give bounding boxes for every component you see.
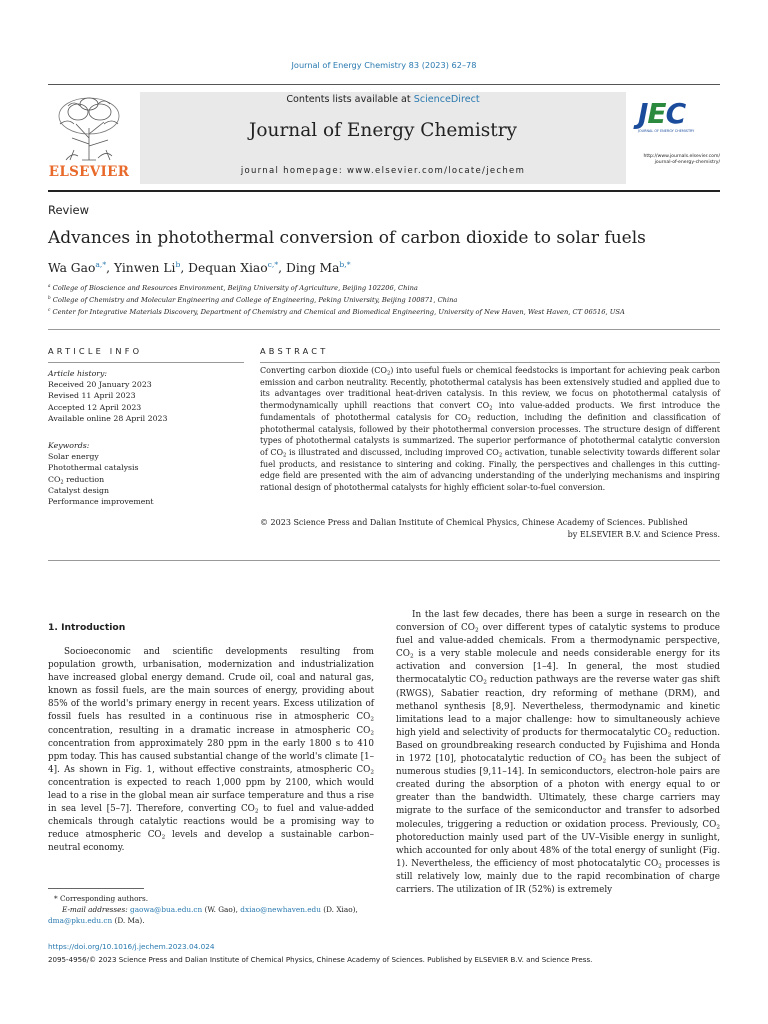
author-affiliation-mark[interactable]: a,* [95, 260, 107, 269]
author-affiliation-mark[interactable]: b [175, 260, 181, 269]
keyword: Catalyst design [48, 485, 110, 495]
doi-link[interactable]: https://doi.org/10.1016/j.jechem.2023.04.024 [48, 942, 215, 951]
affiliation [48, 307, 625, 316]
keyword: Photothermal catalysis [48, 463, 139, 473]
footnote-rule [48, 888, 144, 889]
article-type: Review [48, 203, 90, 217]
issn-copyright-line: 2095-4956/© 2023 Science Press and Dalian Institute of Chemical Physics, Chinese Academy of Sciences. Published by ELSEVIER B.V. and Science Press. [48, 955, 593, 964]
keywords-label: Keywords: [48, 441, 90, 450]
abstract-text: Converting carbon dioxide $(CO_2)$ into useful fuels or chemical feedstocks is important for achieving peak carbon emission and carbon neutrality. Recently, photothermal catalysis has been extensively studied and applied due to its advantages over traditional heat-driven catalysis. In this review, we focus on photothermal catalysis of thermodynamically uphill reactions that convert $CO_2$ into value-added products. We first introduce the fundamentals of photothermal catalysis for $CO_2$ reduction, including the definition and classification of photothermal catalysis, followed by their photothermal conversion processes. The structure design of different types of photothermal catalysts is summarized. The superior performance of photothermal catalytic conversion of $CO_2$ is illustrated and discussed, including improved $CO_2$ activation, tunable selectivity towards different solar fuel products, and resistance to sintering and coking. Finally, the perspectives and challenges in this cutting-edge field are presented with the aim of advancing understanding of the underlying mechanisms and inspiring rational design of photothermal catalysts for highly efficient solar-to-fuel conversion. [260, 366, 721, 493]
email-owner: (D. Xiao), [323, 905, 358, 914]
left-column [48, 646, 374, 856]
affiliation-text: College of Chemistry and Molecular Engineering and College of Engineering, Peking University, Beijing 100871, China [52, 296, 458, 305]
copyright-line-2: by ELSEVIER B.V. and Science Press. [567, 529, 720, 539]
elsevier-logo[interactable]: ELSEVIER [48, 164, 130, 180]
history-received: Received 20 January 2023 [48, 380, 152, 390]
history-accepted: Accepted 12 April 2023 [48, 402, 142, 412]
jec-logo-text: JEC [638, 97, 686, 130]
contents-prefix: Contents lists available at [286, 94, 414, 105]
keyword: Solar energy [48, 452, 99, 462]
abstract-heading: ABSTRACT [260, 346, 329, 356]
keyword: Performance improvement [48, 497, 154, 507]
email-link[interactable]: dma@pku.edu.cn [48, 916, 113, 925]
jec-url-line-1: http://www.journals.elsevier.com/ [643, 154, 720, 159]
journal-title[interactable]: Journal of Energy Chemistry [248, 120, 517, 141]
abstract-copyright [260, 517, 720, 540]
history-revised: Revised 11 April 2023 [48, 391, 136, 401]
email-link[interactable]: dxiao@newhaven.edu [240, 905, 321, 914]
intro-paragraph: In the last few decades, there has been a surge in research on the conversion of $CO_2$ over different types of catalytic systems to produce fuel and value-added chemicals. From a thermodynamic perspective, $CO_2$ is a very stable molecule and needs considerable energy for its activation and conversion [1–4]. In general, the most studied thermocatalytic $CO_2$ reduction pathways are the reverse water gas shift (RWGS), Sabatier reaction, dry reforming of methane (DRM), and methanol synthesis [8,9]. Nevertheless, thermodynamic and kinetic limitations lead to a major challenge: how to simultaneously achieve high yield and selectivity of products for thermocatalytic $CO_2$ reduction. Based on groundbreaking research conducted by Fujishima and Honda in 1972 [10], photocatalytic reduction of $CO_2$ has been the subject of numerous studies [9,11–14]. In semiconductors, electron-hole pairs are created during the absorption of a photon with energy equal to or greater than the bandwidth. Ultimately, these charge carriers may migrate to the surface of the semiconductor and transfer to adsorbed molecules, triggering a reduction or oxidation process. Previously, $CO_2$ photoreduction mainly used part of the UV–Visible energy in sunlight, which accounted for only about 48% of the total energy of sunlight (Fig. 1). Nevertheless, the efficiency of most photocatalytic $CO_2$ processes is still relatively low, mainly due to the rapid recombination of charge carriers. The utilization of IR (52%) is extremely [396, 610, 721, 895]
affiliation [48, 295, 457, 304]
keywords [48, 440, 244, 507]
contents-line [140, 94, 626, 105]
author-name[interactable]: Dequan Xiao [188, 261, 268, 276]
jec-logo[interactable] [638, 97, 720, 133]
email-owner: (W. Gao), [204, 905, 238, 914]
history-online: Available online 28 April 2023 [48, 413, 168, 423]
affiliation-text: Center for Integrative Materials Discovery, Department of Chemistry and Chemical and Biomedical Engineering, University of New Haven, West Haven, CT 06516, USA [52, 308, 625, 317]
article-info-rule [48, 362, 244, 363]
author-list: Wa Gao$^{a,*}$, Yinwen Li$^b$, Dequan Xiao$^{c,*}$, Ding $Ma^{b,*}$ [48, 260, 351, 276]
affiliation [48, 283, 418, 292]
email-label: E-mail addresses: [62, 905, 128, 914]
affiliation-text: College of Bioscience and Resources Environment, Beijing University of Agriculture, Beijing 102206, China [52, 284, 418, 293]
author-name[interactable]: Ding Ma [286, 261, 340, 276]
author-affiliation-mark[interactable]: c,* [267, 260, 279, 269]
header-top-rule [48, 84, 720, 85]
right-column [396, 609, 720, 897]
email-owner: (D. Ma). [114, 916, 145, 925]
abstract-rule [260, 362, 720, 363]
elsevier-tree-icon [54, 94, 124, 162]
section-heading: 1. Introduction [48, 622, 126, 633]
history-label: Article history: [48, 369, 108, 378]
affiliations-rule [48, 329, 720, 330]
copyright-line-1: © 2023 Science Press and Dalian Institute of Chemical Physics, Chinese Academy of Sciences. Published [260, 518, 688, 527]
footnote [48, 893, 374, 926]
affiliation-mark: a [48, 283, 51, 288]
intro-paragraph: Socioeconomic and scientific developments resulting from population growth, urbanisation, modernization and industrialization have increased global energy demand. Crude oil, coal and natural gas, known as fossil fuels, are the main sources of energy, providing about 85% of the world's primary energy in recent years. Excess utilization of fossil fuels has resulted in a continuous rise in atmospheric $CO_2$ concentration, resulting in a dramatic increase in atmospheric $CO_2$ concentration from approximately 280 ppm in the early 1800 s to 410 ppm today. This has caused substantial change of the world's climate [1–4]. As shown in Fig. 1, without effective constraints, atmospheric $CO_2$ concentration is expected to reach 1,000 ppm by 2100, which would lead to a rise in the global mean air surface temperature and thus a rise in sea level [5–7]. Therefore, converting $CO_2$ to fuel and value-added chemicals through catalytic reactions would be a promising way to reduce atmospheric $CO_2$ levels and develop a sustainable carbon–neutral economy. [48, 647, 375, 854]
body-rule [48, 560, 720, 561]
header-bottom-rule [48, 190, 720, 192]
journal-homepage[interactable]: journal homepage: www.elsevier.com/locate/jechem [240, 166, 526, 176]
journal-citation-link[interactable]: Journal of Energy Chemistry 83 (2023) 62–78 [291, 60, 477, 70]
article-title: Advances in photothermal conversion of carbon dioxide to solar fuels [48, 228, 646, 248]
jec-url-line-2: journal-of-energy-chemistry/ [654, 160, 720, 165]
keyword: $CO_2$ reduction [48, 474, 105, 485]
author-name[interactable]: Yinwen Li [113, 261, 176, 276]
affiliation-mark: c [48, 307, 51, 312]
article-info-heading: ARTICLE INFO [48, 346, 143, 356]
email-link[interactable]: gaowa@bua.edu.cn [130, 905, 203, 914]
jec-logo-subtitle: JOURNAL OF ENERGY CHEMISTRY [638, 129, 695, 133]
author-name[interactable]: Wa Gao [48, 261, 96, 276]
jec-url[interactable] [628, 154, 720, 166]
author-affiliation-mark[interactable]: b,* [339, 260, 351, 269]
sciencedirect-link[interactable]: ScienceDirect [413, 94, 480, 105]
corresponding-note: * Corresponding authors. [54, 894, 149, 903]
article-history [48, 368, 244, 424]
affiliation-mark: b [48, 295, 51, 300]
